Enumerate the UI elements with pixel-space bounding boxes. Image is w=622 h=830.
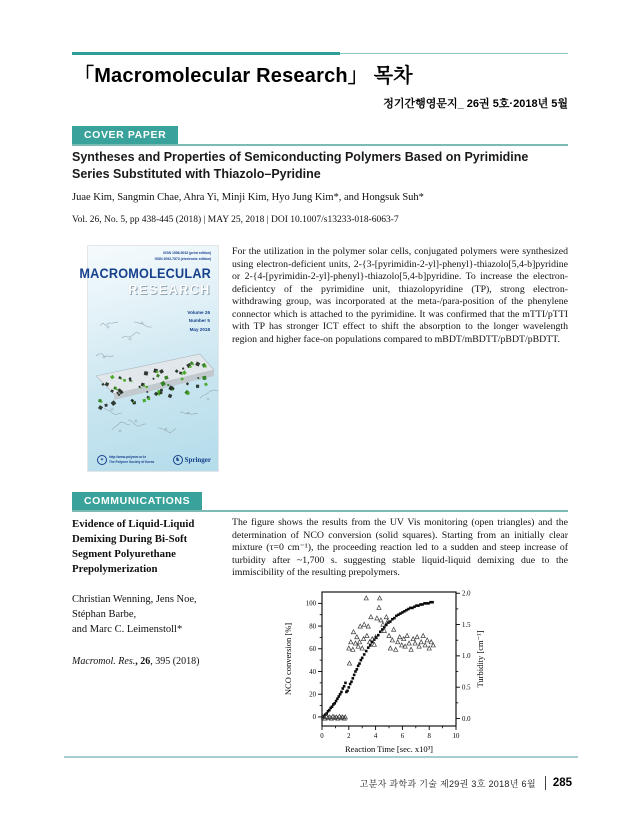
cover-paper-abstract: For the utilization in the polymer solar cells, conjugated polymers were synthesized using electron-deficient units, 2-{3-[pyrimidin-2-yl]-phenyl}-thiazolo[5,4-b]pyridine or 2-{4-[pyrimidin-2-yl]-phenyl}-thiazolo[5,4-b]pyridine. To increase the electron-deficientcy of the pyrimidine unit, thiazolopyridine (TP), strong electron-withdrawing group, was incorporated at the meta-/para-position of the phenylene connector which is attached to the pyrimidine. It was confirmed that the mTTI/pTTI with TP has stronger ICT effect to shift the absorption to the longer wavelength region and higher face-on populations compared to mBDT/mBDTT/pBDT/pBDTT. xyxy=(232,246,568,345)
svg-text:100: 100 xyxy=(305,600,316,608)
communications-section-header xyxy=(72,492,568,512)
page-title: 「Macromolecular Research」 목차 xyxy=(74,65,413,87)
footer-divider xyxy=(545,776,546,790)
svg-text:1.5: 1.5 xyxy=(462,621,471,629)
page-footer xyxy=(72,776,572,790)
cover-issn-line2: ISSN 2092-7673 (electronic edition) xyxy=(154,256,211,261)
communications-right-column xyxy=(232,517,568,759)
svg-text:Turbidity [cm⁻¹]: Turbidity [cm⁻¹] xyxy=(475,630,485,688)
polymer-society-url: http://www.polymer.or.kr xyxy=(109,454,147,459)
svg-text:10: 10 xyxy=(452,732,460,740)
svg-text:0.5: 0.5 xyxy=(462,684,471,692)
svg-text:1.0: 1.0 xyxy=(462,652,471,660)
journal-cover-image xyxy=(79,246,218,471)
communication-author-line: Stéphan Barbe, xyxy=(72,608,137,620)
cover-paper-volume-info: Vol. 26, No. 5, pp 438-445 (2018) | MAY 25, 2018 | DOI 10.1007/s13233-018-6063-7 xyxy=(72,215,399,225)
footer-page-number: 285 xyxy=(552,777,572,789)
svg-text:0: 0 xyxy=(312,713,316,721)
header-rule xyxy=(72,52,568,55)
cover-issn xyxy=(155,251,211,263)
cover-paper-authors: Juae Kim, Sangmin Chae, Ahra Yi, Minji Kim, Hyo Jung Kim*, and Hongsuk Suh* xyxy=(72,192,424,203)
cover-paper-section-header xyxy=(72,126,568,146)
issue-subtitle: 정기간행영문지_ 26권 5호·2018년 5월 xyxy=(383,98,568,110)
footer-rule xyxy=(64,756,578,758)
figure-chart xyxy=(280,584,568,759)
svg-text:60: 60 xyxy=(309,645,316,653)
citation-volume: , 26 xyxy=(135,656,151,668)
cover-molecular-artwork xyxy=(88,312,218,442)
svg-text:20: 20 xyxy=(309,691,316,699)
cover-journal-name-line1: MACROMOLECULAR xyxy=(79,266,211,281)
cover-issn-line1: ISSN 1598-5032 (print edition) xyxy=(163,251,211,255)
communication-authors xyxy=(72,592,224,638)
polymer-society-icon: ✦ xyxy=(97,455,107,465)
cover-journal-name-line2: RESEARCH xyxy=(128,282,211,297)
svg-text:80: 80 xyxy=(309,623,316,631)
cover-paper-body xyxy=(79,246,568,471)
citation-journal: Macromol. Res. xyxy=(72,656,136,668)
cover-number: Number 5 xyxy=(188,318,210,324)
cover-volume: Volume 26 xyxy=(187,310,210,315)
polymer-society-mark xyxy=(97,455,154,465)
footer-issue-text: 고분자 과학과 기술 제29권 3호 2018년 6월 xyxy=(359,778,536,789)
communication-author-line: and Marc C. Leimenstoll* xyxy=(72,624,183,635)
svg-text:Reaction Time [sec. x10³]: Reaction Time [sec. x10³] xyxy=(344,743,434,754)
svg-text:40: 40 xyxy=(309,668,316,676)
svg-text:0.0: 0.0 xyxy=(462,715,471,723)
communications-badge: COMMUNICATIONS xyxy=(72,492,202,510)
springer-wordmark: Springer xyxy=(184,455,211,464)
communication-abstract: The figure shows the results from the UV Vis monitoring (open triangles) and the determination of NCO conversion (solid squares). Starting from an initially clear mixture (τ=0 cm⁻¹), the proceeding reaction led to a sudden and steep increase of turbidity after ~1,700 s. suggesting stable liquid-liquid demixing due to the immiscibility of the resulting prepolymers. xyxy=(232,517,568,579)
polymer-society-name: The Polymer Society of Korea xyxy=(109,459,155,464)
svg-text:6: 6 xyxy=(400,732,405,740)
citation-pages: , 395 (2018) xyxy=(150,656,200,668)
cover-paper-title: Syntheses and Properties of Semiconducting Polymers Based on Pyrimidine Series Substituted with Thiazolo–Pyridine xyxy=(72,150,529,182)
header-rule-thick-segment xyxy=(72,52,340,55)
svg-text:NCO conversion [%]: NCO conversion [%] xyxy=(283,622,293,695)
communication-title: Evidence of Liquid-Liquid Demixing During Bi-Soft Segment Polyurethane Prepolymerization xyxy=(72,518,195,575)
cover-footer xyxy=(97,455,211,465)
cover-date: May 2018 xyxy=(189,326,210,332)
svg-text:4: 4 xyxy=(373,732,378,740)
cover-paper-badge: COVER PAPER xyxy=(72,126,178,144)
svg-text:0: 0 xyxy=(320,732,324,740)
polymer-society-text xyxy=(109,455,154,465)
communications-left-column xyxy=(72,517,224,667)
svg-text:8: 8 xyxy=(427,732,431,740)
svg-text:2: 2 xyxy=(347,732,351,740)
springer-logo xyxy=(173,455,211,465)
communication-author-line: Christian Wenning, Jens Noe, xyxy=(72,593,197,605)
nco-turbidity-chart xyxy=(280,584,490,754)
svg-text:2.0: 2.0 xyxy=(462,590,471,598)
header-rule-thin-segment xyxy=(340,53,568,54)
springer-horse-icon: ♞ xyxy=(173,455,183,465)
communication-citation xyxy=(72,656,224,667)
